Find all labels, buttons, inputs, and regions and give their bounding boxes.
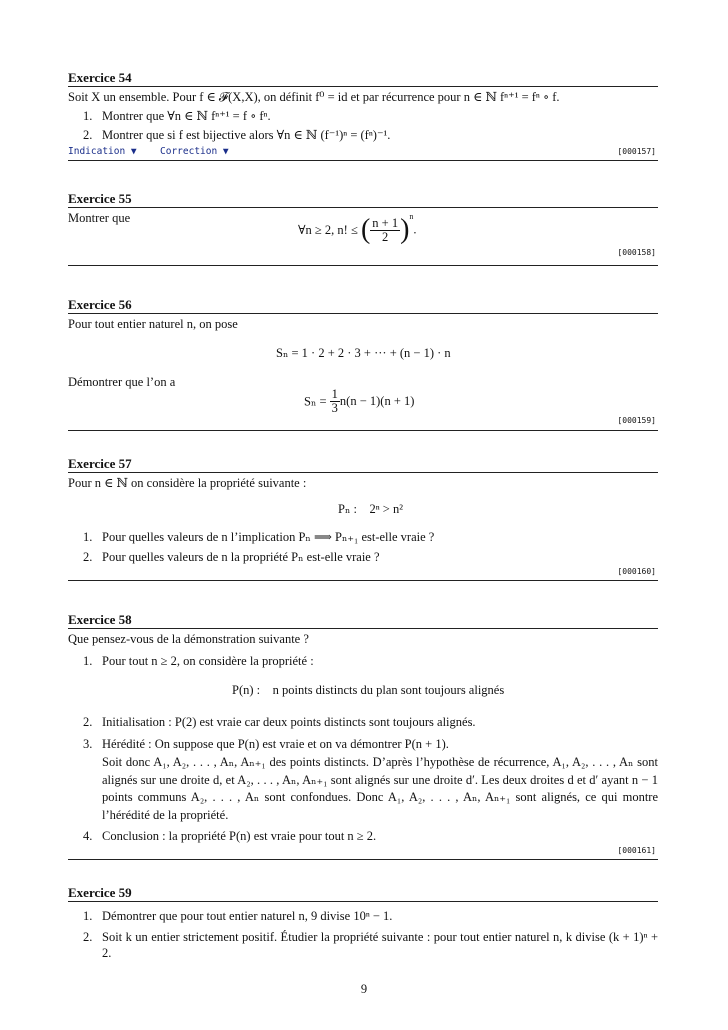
- list-item: 1. Démontrer que pour tout entier naturel n, 9 divise 10ⁿ − 1.: [83, 909, 393, 923]
- exercise-title: Exercice 59: [68, 885, 132, 900]
- exercise-text: Démontrer que l’on a: [68, 375, 176, 389]
- exercise-55: [68, 191, 658, 266]
- list-item: 1. Montrer que ∀n ∈ ℕ fⁿ⁺¹ = f ∘ fⁿ.: [83, 109, 271, 123]
- list-item: 3. Hérédité : On suppose que P(n) est vraie et on va démontrer P(n + 1).: [83, 737, 449, 751]
- title-rule: [68, 313, 658, 314]
- list-item: 1. Pour quelles valeurs de n l’implication Pₙ ⟹ Pₙ₊₁ est-elle vraie ?: [83, 530, 435, 544]
- exercise-58: [68, 612, 658, 860]
- exercise-intro: Pour n ∈ ℕ on considère la propriété suivante :: [68, 476, 307, 490]
- exercise-ref: [000160]: [617, 567, 656, 576]
- exercise-intro: Que pensez-vous de la démonstration suivante ?: [68, 632, 309, 646]
- exercise-title: Exercice 56: [68, 297, 132, 312]
- list-item: 2. Initialisation : P(2) est vraie car deux points distincts sont toujours alignés.: [83, 715, 476, 729]
- exercise-ref: [000161]: [617, 846, 656, 855]
- list-item: 4. Conclusion : la propriété P(n) est vraie pour tout n ≥ 2.: [83, 829, 377, 843]
- list-item: 1. Pour tout n ≥ 2, on considère la propriété :: [83, 654, 314, 668]
- exercise-intro: Pour tout entier naturel n, on pose: [68, 317, 238, 331]
- ref-row: [68, 567, 658, 579]
- indication-link[interactable]: Indication ▼: [68, 146, 137, 157]
- ref-row: [68, 248, 658, 260]
- list-item-continuation: Soit donc A₁, A₂, . . . , Aₙ, Aₙ₊₁ des points distincts. D’après l’hypothèse de récurrence, A₁, A₂, . . . , Aₙ sont alignés sur une droite d, et A₂, . . . , Aₙ, Aₙ₊₁ sont alignés sur une droite d′. Les deux droites d et d′ ayant n − 1 points communs A₂, . . . , Aₙ sont confondues. Donc A₁, A₂, . . . , Aₙ, Aₙ₊₁ sont alignés, ce qui montre l’hérédité de la propriété.: [102, 755, 658, 822]
- end-rule: [68, 160, 658, 161]
- ref-row: [68, 416, 658, 432]
- formula: Sₙ = 1 · 2 + 2 · 3 + ··· + (n − 1) · n: [276, 346, 451, 360]
- exercise-title: Exercice 54: [68, 70, 132, 85]
- exercise-intro: Soit X un ensemble. Pour f ∈ 𝓕(X,X), on définit f⁰ = id et par récurrence pour n ∈ ℕ fⁿ⁺¹ = fⁿ ∘ f.: [68, 90, 560, 104]
- end-rule: [68, 580, 658, 581]
- list-item: 2. Soit k un entier strictement positif. Étudier la propriété suivante : pour tout entier naturel n, k divise (k + 1)ⁿ + 2.: [83, 930, 658, 960]
- exercise-54: [68, 70, 658, 161]
- formula: Pₙ : 2ⁿ > n²: [338, 502, 403, 516]
- title-rule: [68, 86, 658, 87]
- exercise-title: Exercice 55: [68, 191, 132, 206]
- exercise-intro: Montrer que: [68, 211, 131, 225]
- formula: ∀n ≥ 2, n! ≤ ( $\frac{n + 1}{2}$ )$^n$.: [298, 212, 417, 245]
- title-rule: [68, 472, 658, 473]
- exercise-57: [68, 456, 658, 581]
- exercise-59: [68, 885, 658, 961]
- exercise-title: Exercice 57: [68, 456, 132, 471]
- end-rule: [68, 859, 658, 860]
- exercise-ref: [000158]: [617, 248, 656, 257]
- exercise-ref: [000159]: [617, 416, 656, 425]
- exercise-title: Exercice 58: [68, 612, 132, 627]
- title-rule: [68, 628, 658, 629]
- exercise-56: [68, 297, 658, 431]
- formula: Sₙ = $\frac{1}{3}$ n(n − 1)(n + 1): [304, 387, 415, 415]
- links-row: [68, 145, 658, 159]
- correction-link[interactable]: Correction ▼: [160, 146, 229, 157]
- title-rule: [68, 207, 658, 208]
- formula: P(n) : n points distincts du plan sont toujours alignés: [232, 683, 505, 697]
- end-rule: [68, 265, 658, 266]
- ref-row: [68, 846, 658, 858]
- page-number: 9: [360, 982, 368, 996]
- list-item: 2. Montrer que si f est bijective alors ∀n ∈ ℕ (f⁻¹)ⁿ = (fⁿ)⁻¹.: [83, 128, 391, 142]
- title-rule: [68, 901, 658, 902]
- exercise-ref: [000157]: [617, 147, 656, 156]
- list-item: 2. Pour quelles valeurs de n la propriété Pₙ est-elle vraie ?: [83, 550, 380, 564]
